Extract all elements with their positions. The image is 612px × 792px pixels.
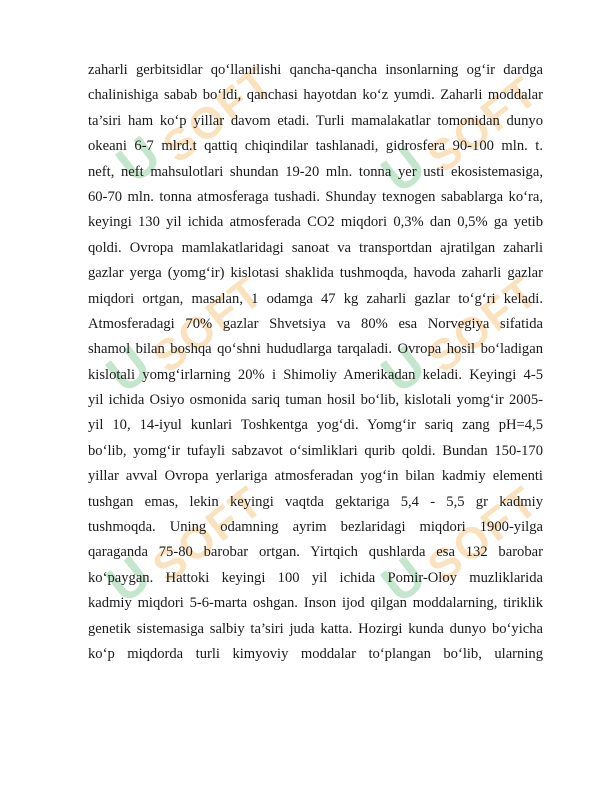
text-line: kislotali yomg‘irlarning 20% i Shimoliy Amerikadan keladi. Keyingi 4-5	[88, 366, 543, 383]
text-line: genetik sistemasiga salbiy ta’siri juda katta. Hozirgi kunda dunyo bo‘yicha	[88, 620, 543, 637]
watermark-logo-text: SOFT	[418, 476, 548, 593]
text-line: tushgan emas, lekin keyingi vaqtda gektariga 5,4 - 5,5 gr kadmiy	[88, 493, 543, 510]
text-line: tushmoqda. Uning odamning ayrim bezlaridagi miqdori 1900-yilga	[88, 519, 543, 536]
text-line: yil ichida Osiyo osmonida sariq tuman hosil bo‘lib, kislotali yomg‘ir 2005-	[88, 392, 543, 409]
text-line: qaraganda 75-80 barobar ortgan. Yirtqich qushlarda esa 132 barobar	[88, 544, 543, 561]
text-line: Atmosferadagi 70% gazlar Shvetsiya va 80% esa Norvegiya sifatida	[88, 315, 543, 332]
text-line: chalinishiga sabab bo‘ldi, qanchasi hayotdan ko‘z yumdi. Zaharli moddalar	[88, 87, 543, 104]
watermark-logo-text: SOFT	[143, 476, 273, 593]
text-line: kadmiy miqdori 5-6-marta oshgan. Inson ijod qilgan moddalarning, tiriklik	[88, 595, 543, 612]
text-line: gazlar yerga (yomg‘ir) kislotasi shaklida tushmoqda, havoda zaharli gazlar	[88, 265, 543, 282]
text-line: yil 10, 14-iyul kunlari Toshkentga yog‘di. Yomg‘ir sariq zang pH=4,5	[88, 417, 543, 434]
body-paragraph	[88, 58, 543, 667]
watermark-logo-mark: U	[371, 135, 437, 205]
watermark-logo-mark: U	[96, 335, 162, 405]
text-line: ko‘p miqdorda turli kimyoviy moddalar to‘plangan bo‘lib, ularning	[88, 645, 543, 662]
text-line: bo‘lib, yomg‘ir tufayli sabzavot o‘simliklari qurib qoldi. Bundan 150-170	[88, 442, 543, 459]
text-line: neft, neft mahsulotlari shundan 19-20 mln. tonna yer usti ekosistemasiga,	[88, 163, 543, 180]
text-line: shamol bilan boshqa qo‘shni hududlarga tarqaladi. Ovropa hosil bo‘ladigan	[88, 341, 543, 358]
watermark-logo-text: SOFT	[153, 56, 283, 173]
watermark-logo-mark: U	[371, 545, 437, 615]
watermark-logo-mark: U	[106, 125, 172, 195]
text-line: miqdori ortgan, masalan, 1 odamga 47 kg zaharli gazlar to‘g‘ri keladi.	[88, 290, 543, 307]
text-line: keyingi 130 yil ichida atmosferada CO2 miqdori 0,3% dan 0,5% ga yetib	[88, 214, 543, 231]
text-line: okeani 6-7 mlrd.t qattiq chiqindilar tashlanadi, gidrosfera 90-100 mln. t.	[88, 138, 543, 155]
text-line: 60-70 mln. tonna atmosferaga tushadi. Shunday texnogen sabablarga ko‘ra,	[88, 188, 543, 205]
text-line: qoldi. Ovropa mamlakatlaridagi sanoat va transportdan ajratilgan zaharli	[88, 239, 543, 256]
watermark-logo-text: SOFT	[418, 266, 548, 383]
watermark-logo-mark: U	[371, 335, 437, 405]
text-line: yillar avval Ovropa yerlariga atmosferadan yog‘in bilan kadmiy elementi	[88, 468, 543, 485]
text-line: ko‘paygan. Hattoki keyingi 100 yil ichida Pomir-Oloy muzliklarida	[88, 569, 543, 586]
watermark-logo-text: SOFT	[418, 66, 548, 183]
text-line: zaharli gerbitsidlar qo‘llanilishi qancha-qancha insonlarning og‘ir dardga	[88, 62, 543, 78]
watermark-logo-text: SOFT	[143, 266, 273, 383]
watermark-logo-mark: U	[96, 545, 162, 615]
text-line: ta’siri ham ko‘p yillar davom etadi. Turli mamalakatlar tomonidan dunyo	[88, 112, 543, 129]
